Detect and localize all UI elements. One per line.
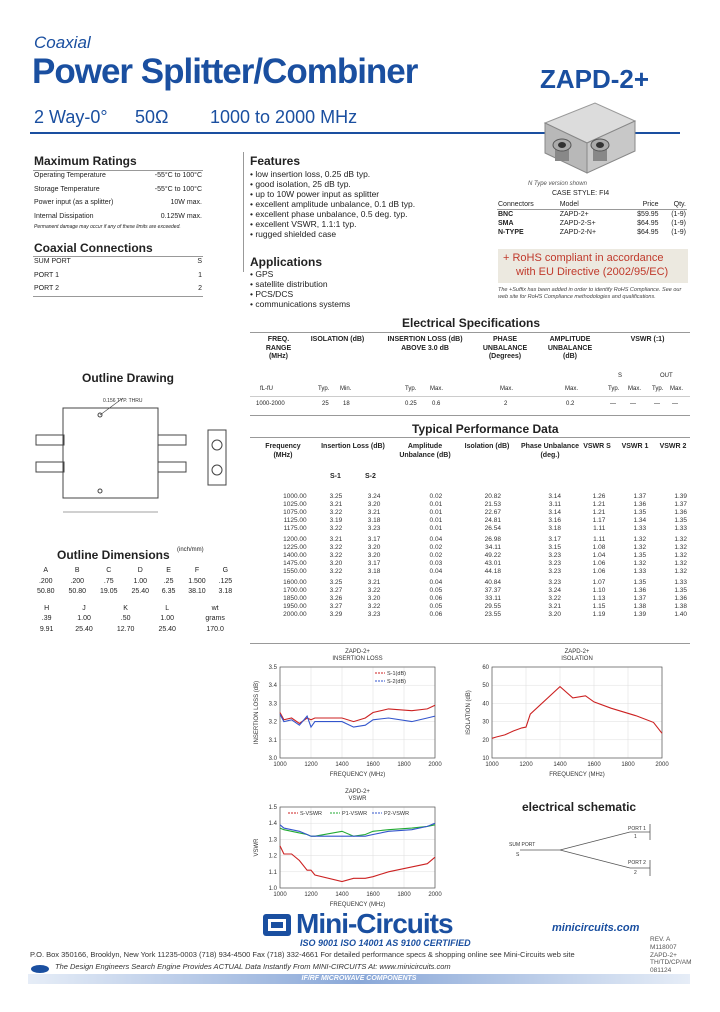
x-tick-label: 1800 (397, 762, 411, 768)
y-tick-label: 60 (482, 665, 489, 671)
x-tick-label: 1400 (335, 762, 349, 768)
y-tick-label: 3.4 (268, 683, 277, 690)
svg-text:SUM PORT: SUM PORT (509, 842, 536, 848)
x-axis-label: FREQUENCY (MHz) (549, 772, 605, 778)
x-tick-label: 2000 (655, 762, 669, 768)
table-row: 1600.00 3.25 3.21 0.04 40.84 3.23 1.07 1.35 1.33 (283, 579, 687, 586)
revision-block: REV. A M118007 ZAPD-2+ TH/TD/CP/AM 081124 (650, 936, 692, 975)
x-tick-label: 1600 (366, 762, 380, 768)
svg-text:2: 2 (634, 870, 637, 876)
table-row: 1025.00 3.21 3.20 0.01 21.53 3.11 1.21 1.36 1.37 (283, 501, 687, 508)
x-tick-label: 1800 (397, 892, 411, 898)
table-row: 1200.00 3.21 3.17 0.04 26.98 3.17 1.11 1.32 1.32 (283, 536, 687, 543)
max-ratings-table: Operating Temperature -55°C to 100°C Storage Temperature -55°C to 100°C Power input (as a splitter) 10W max. Internal Dissipation 0.125W max. Permanent damage may occur if any of these limits are exceeded. (34, 172, 202, 230)
y-tick-label: 40 (482, 701, 489, 708)
table-row: 1125.00 3.19 3.18 0.01 24.81 3.16 1.17 1.34 1.35 (283, 517, 687, 524)
y-tick-label: 10 (482, 756, 489, 762)
y-tick-label: 50 (482, 683, 489, 690)
y-tick-label: 1.4 (268, 821, 277, 828)
chart-title: ZAPD-2+ (564, 649, 590, 655)
outline-dims-title: Outline Dimensions (57, 548, 170, 562)
x-tick-label: 1600 (366, 892, 380, 898)
series-line-1 (280, 846, 435, 882)
schematic-diagram (500, 820, 685, 880)
legend-entry: S-VSWR (300, 811, 322, 817)
x-tick-label: 1200 (519, 762, 533, 768)
applications-title: Applications (250, 255, 323, 269)
x-tick-label: 1600 (587, 762, 601, 768)
address-line: P.O. Box 350166, Brooklyn, New York 11235-0003 (718) 934-4500 Fax (718) 332-4661 For detailed performance specs & shopping online see Mini-Circuits web site (30, 950, 575, 959)
x-tick-label: 1800 (621, 762, 635, 768)
y-tick-label: 1.5 (268, 805, 277, 811)
legend-entry: S-2(dB) (387, 679, 406, 685)
coax-connections-table: SUM PORT S PORT 1 1 PORT 2 2 (34, 258, 202, 292)
x-axis-label: FREQUENCY (MHz) (329, 902, 386, 908)
coax-connections-title: Coaxial Connections (34, 241, 153, 255)
category-label: Coaxial (34, 33, 91, 52)
plot-frame (280, 807, 435, 888)
table-row: 1850.00 3.26 3.20 0.06 33.11 3.22 1.13 1.37 1.36 (283, 595, 687, 602)
chart-title: ZAPD-2+ (345, 649, 370, 655)
y-tick-label: 20 (482, 737, 489, 744)
slogan-line: The Design Engineers Search Engine Provides ACTUAL Data Instantly From MINI-CIRCUITS At: www.minicircuits.com (55, 962, 451, 971)
dims-unit-note: (inch/mm) (177, 547, 204, 553)
y-tick-label: 1.3 (268, 837, 277, 844)
table-row: 1700.00 3.27 3.22 0.05 37.37 3.24 1.10 1.36 1.35 (283, 587, 687, 594)
y-tick-label: 1.1 (268, 869, 277, 876)
y-tick-label: 3.5 (268, 665, 277, 671)
y-tick-label: 30 (482, 719, 489, 726)
y-tick-label: 1.0 (268, 886, 277, 892)
x-tick-label: 1000 (273, 892, 287, 898)
spec-way: 2 Way-0° (34, 107, 108, 127)
insertion-loss-chart (250, 645, 445, 780)
features-list: • low insertion loss, 0.25 dB typ. • good isolation, 25 dB typ. • up to 10W power input as splitter • excellent amplitude unbalance, 0.1 dB typ. • excellent phase unbalance, 0.5 deg. typ. • excellent VSWR, 1.1:1 typ. • rugged shielded case (250, 169, 416, 239)
vswr-chart (250, 785, 445, 910)
y-tick-label: 3.2 (268, 719, 277, 726)
x-tick-label: 2000 (428, 892, 442, 898)
chart-title: VSWR (348, 796, 367, 802)
hole-note: 0.156 TYP. THRU (103, 398, 143, 404)
y-tick-label: 3.3 (268, 701, 277, 708)
model-number: ZAPD-2+ (540, 64, 650, 94)
photo-caption: N Type version shown (528, 181, 587, 187)
case-style: CASE STYLE: FI4 (552, 190, 610, 197)
series-line-2 (280, 825, 435, 836)
series-line-1 (492, 687, 662, 739)
plot-frame (492, 667, 662, 758)
svg-text:PORT 2: PORT 2 (628, 860, 646, 866)
chart-title: ISOLATION (561, 656, 593, 662)
table-row: 2000.00 3.29 3.23 0.06 23.55 3.20 1.19 1.39 1.40 (283, 611, 687, 618)
table-row: 1225.00 3.22 3.20 0.02 34.11 3.15 1.08 1.32 1.32 (283, 544, 687, 551)
outline-drawing-title: Outline Drawing (82, 371, 175, 385)
product-title: Power Splitter/Combiner (32, 52, 418, 91)
svg-text:S: S (516, 852, 520, 858)
y-axis-label: ISOLATION (dB) (466, 690, 472, 735)
mini-circuits-logo-icon (262, 910, 292, 940)
table-row: 1175.00 3.22 3.23 0.01 26.54 3.18 1.11 1.33 1.33 (283, 525, 687, 532)
y-tick-label: 3.0 (268, 756, 277, 762)
website-logo[interactable]: minicircuits.com (552, 922, 640, 934)
x-tick-label: 2000 (428, 762, 442, 768)
ratings-note: Permanent damage may occur if any of these limits are exceeded. (34, 224, 181, 230)
model-price-table: Connectors Model Price Qty. BNC ZAPD-2+ $59.95 (1-9) SMA ZAPD-2-S+ $64.95 (1-9) N-TYPE ZAPD-2-N+ $64.95 (1-9) (498, 201, 686, 236)
y-axis-label: INSERTION LOSS (dB) (254, 680, 260, 745)
x-tick-label: 1400 (553, 762, 567, 768)
y-axis-label: VSWR (254, 838, 260, 857)
applications-list: • GPS • satellite distribution • PCS/DCS • communications systems (250, 269, 351, 309)
table-row: 1550.00 3.22 3.18 0.04 44.18 3.23 1.06 1.33 1.32 (283, 568, 687, 575)
x-tick-label: 1400 (335, 892, 349, 898)
x-tick-label: 1200 (304, 892, 318, 898)
table-row: 1000.00 3.25 3.24 0.02 20.82 3.14 1.26 1.37 1.39 (283, 493, 687, 500)
search-engine-logo-icon (30, 961, 50, 971)
legend-entry: P1-VSWR (342, 811, 368, 817)
elec-spec-title: Electrical Specifications (402, 316, 541, 330)
svg-text:1: 1 (634, 834, 637, 840)
x-tick-label: 1000 (485, 762, 499, 768)
table-row: 1400.00 3.22 3.20 0.02 49.22 3.23 1.04 1.35 1.32 (283, 552, 687, 559)
y-tick-label: 1.2 (268, 853, 277, 860)
isolation-chart (462, 645, 672, 780)
perf-table: Frequency (MHz) Insertion Loss (dB) Amplitude Unbalance (dB) Isolation (dB) Phase Unbalance (deg.) VSWR S VSWR 1 VSWR 2 S-1 S-2 1000.00 3.25 3.24 0.02 20.82 3.14 1.26 1.37 1.39 1025.00 3.21 3.20 0.01 21.53 3.11 1.21 1.36 1.37 1075.00 3.22 3.21 0.01 22.67 3.14 1.21 1.35 1.36 1125.00 3.19 3.18 0.01 24.81 3.16 1.17 1.34 1.35 1175.00 3.22 3.23 0.01 26.54 3.18 1.11 1.33 1.33 1200.00 3.21 3.17 0.04 26.98 3.17 1.11 1.32 1.32 1225.00 3.22 3.20 0.02 34.11 3.15 1.08 1.32 1.32 1400.00 3.22 3.20 0.02 49.22 3.23 1.04 1.35 1.32 1475.00 3.20 3.17 0.03 43.01 3.23 1.06 1.32 1.32 1550.00 3.22 3.18 0.04 44.18 3.23 1.06 1.33 1.32 1600.00 3.25 3.21 0.04 40.84 3.23 1.07 1.35 1.33 1700.00 3.27 3.22 0.05 37.37 3.24 1.10 1.36 1.35 1850.00 3.26 3.20 0.06 33.11 3.22 1.13 1.37 1.36 1950.00 3.27 3.22 0.05 29.55 3.21 1.15 1.38 1.38 2000.00 3.29 3.23 0.06 23.55 3.20 1.19 1.39 1.40 (250, 437, 690, 644)
x-tick-label: 1000 (273, 762, 287, 768)
perf-title: Typical Performance Data (412, 422, 559, 436)
chart-title: INSERTION LOSS (332, 656, 383, 662)
certifications: ISO 9001 ISO 14001 AS 9100 CERTIFIED (300, 938, 471, 948)
table-row: 1475.00 3.20 3.17 0.03 43.01 3.23 1.06 1.32 1.32 (283, 560, 687, 567)
plot-frame (280, 667, 435, 758)
chart-title: ZAPD-2+ (345, 789, 370, 795)
brand-name: Mini-Circuits (296, 908, 453, 939)
table-row: 1950.00 3.27 3.22 0.05 29.55 3.21 1.15 1.38 1.38 (283, 603, 687, 610)
outline-drawing (28, 390, 238, 530)
product-photo (535, 93, 640, 178)
svg-text:PORT 1: PORT 1 (628, 826, 646, 832)
x-axis-label: FREQUENCY (MHz) (329, 772, 386, 778)
x-tick-label: 1200 (304, 762, 318, 768)
rohs-box: + RoHS compliant in accordance with EU Directive (2002/95/EC) (498, 249, 688, 283)
elec-spec-table: FREQ. RANGE (MHz) ISOLATION (dB) INSERTION LOSS (dB) ABOVE 3.0 dB PHASE UNBALANCE (Degrees) AMPLITUDE UNBALANCE (dB) VSWR (:1) S OUT fL-fU Typ. Min. Typ. Max. Max. Max. Typ. Max. Typ. Max. 1000-2000 25 18 0.25 0.6 2 0.2 — — — — (250, 332, 690, 416)
legend-entry: P2-VSWR (384, 811, 410, 817)
footer-band: IF/RF MICROWAVE COMPONENTS (28, 974, 690, 984)
schematic-title: electrical schematic (522, 800, 637, 814)
outline-dims-table: A B C D E F G .200 .200 .75 1.00 .25 1.500 .125 50.80 50.80 19.05 25.40 6.35 38.10 3.18 H J K L wt .39 1.00 .50 1.00 grams 9.91 25.40 12.70 25.40 170.0 (36, 567, 233, 633)
features-title: Features (250, 154, 301, 168)
spec-frequency: 1000 to 2000 MHz (210, 107, 358, 127)
y-tick-label: 3.1 (268, 737, 277, 744)
max-ratings-title: Maximum Ratings (34, 154, 137, 168)
legend-entry: S-1(dB) (387, 671, 406, 677)
table-row: 1075.00 3.22 3.21 0.01 22.67 3.14 1.21 1.35 1.36 (283, 509, 687, 516)
spec-impedance: 50Ω (135, 107, 169, 127)
rohs-note: The +Suffix has been added in order to identify RoHS Compliance. See our web site for RoHS Compliance methodologies and qualifications. (498, 287, 682, 300)
